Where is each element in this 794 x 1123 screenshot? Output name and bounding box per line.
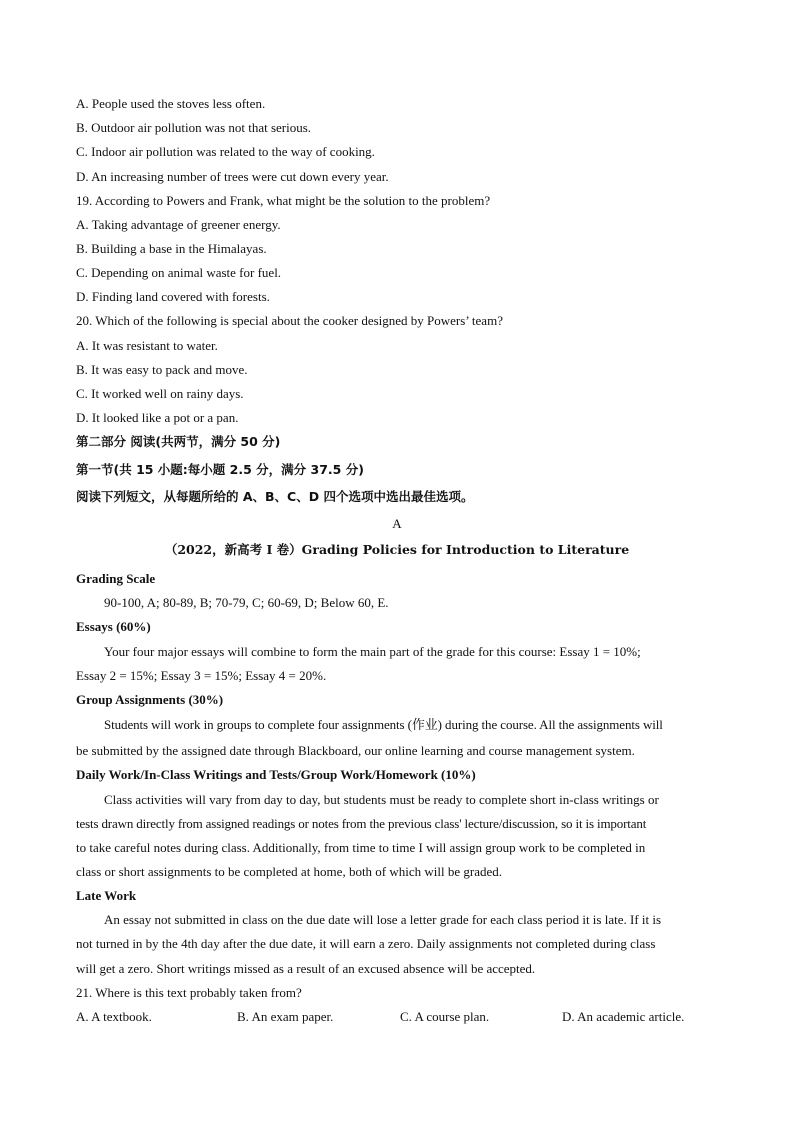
daily-work-heading: Daily Work/In-Class Writings and Tests/Group Work/Homework (10%) [76, 767, 476, 782]
q21-option-a: A. A textbook. [76, 1009, 152, 1024]
section-instruction: 阅读下列短文，从每题所给的 A、B、C、D 四个选项中选出最佳选项。 [76, 489, 474, 504]
q21-option-b: B. An exam paper. [237, 1009, 334, 1024]
group-assignments-text-line-2: be submitted by the assigned date through Blackboard, our online learning and course management system. [76, 743, 635, 758]
q19-stem: 19. According to Powers and Frank, what might be the solution to the problem? [76, 193, 491, 208]
q20-option-b: B. It was easy to pack and move. [76, 362, 248, 377]
passage-letter: A [392, 516, 402, 531]
late-work-text-line-3: will get a zero. Short writings missed as a result of an excused absence will be accepted. [76, 961, 536, 976]
late-work-text-line-2: not turned in by the 4th day after the due date, it will earn a zero. Daily assignments not completed during class [76, 936, 656, 951]
q20-stem: 20. Which of the following is special about the cooker designed by Powers’ team? [76, 313, 503, 328]
essays-heading: Essays (60%) [76, 619, 151, 634]
q20-option-a: A. It was resistant to water. [76, 338, 218, 353]
essays-text-line-2: Essay 2 = 15%; Essay 3 = 15%; Essay 4 = 20%. [76, 668, 327, 683]
q18-option-b: B. Outdoor air pollution was not that serious. [76, 120, 312, 135]
late-work-text-line-1: An essay not submitted in class on the due date will lose a letter grade for each class period it is late. If it is [104, 912, 662, 927]
daily-work-text-line-3: to take careful notes during class. Additionally, from time to time I will assign group work to be completed in [76, 840, 646, 855]
q18-option-d: D. An increasing number of trees were cut down every year. [76, 169, 389, 184]
essays-text-line-1: Your four major essays will combine to form the main part of the grade for this course: Essay 1 = 10%; [104, 644, 641, 659]
passage-title: （2022，新高考 I 卷）Grading Policies for Introduction to Literature [164, 542, 630, 557]
grading-scale-heading: Grading Scale [76, 571, 156, 586]
section-subtitle: 第一节(共 15 小题:每小题 2.5 分，满分 37.5 分) [76, 462, 364, 477]
q19-option-d: D. Finding land covered with forests. [76, 289, 270, 304]
q18-option-a: A. People used the stoves less often. [76, 96, 266, 111]
q21-stem: 21. Where is this text probably taken from? [76, 985, 302, 1000]
daily-work-text-line-4: class or short assignments to be completed at home, both of which will be graded. [76, 864, 503, 879]
grading-scale-text: 90-100, A; 80-89, B; 70-79, C; 60-69, D; Below 60, E. [104, 595, 389, 610]
q19-option-a: A. Taking advantage of greener energy. [76, 217, 281, 232]
q20-option-c: C. It worked well on rainy days. [76, 386, 244, 401]
group-assignments-text-line-1: Students will work in groups to complete four assignments (作业) during the course. All the assignments will [104, 717, 663, 732]
part-title: 第二部分 阅读(共两节，满分 50 分) [76, 434, 281, 449]
q19-option-b: B. Building a base in the Himalayas. [76, 241, 267, 256]
daily-work-text-line-1: Class activities will vary from day to day, but students must be ready to complete short in-class writings or [104, 792, 659, 807]
q21-option-c: C. A course plan. [400, 1009, 490, 1024]
q18-option-c: C. Indoor air pollution was related to the way of cooking. [76, 144, 375, 159]
daily-work-text-line-2: tests drawn directly from assigned readings or notes from the previous class' lecture/discussion, so it is important [76, 816, 647, 831]
late-work-heading: Late Work [76, 888, 137, 903]
q20-option-d: D. It looked like a pot or a pan. [76, 410, 239, 425]
group-assignments-heading: Group Assignments (30%) [76, 692, 224, 707]
q19-option-c: C. Depending on animal waste for fuel. [76, 265, 282, 280]
q21-option-d: D. An academic article. [562, 1009, 685, 1024]
